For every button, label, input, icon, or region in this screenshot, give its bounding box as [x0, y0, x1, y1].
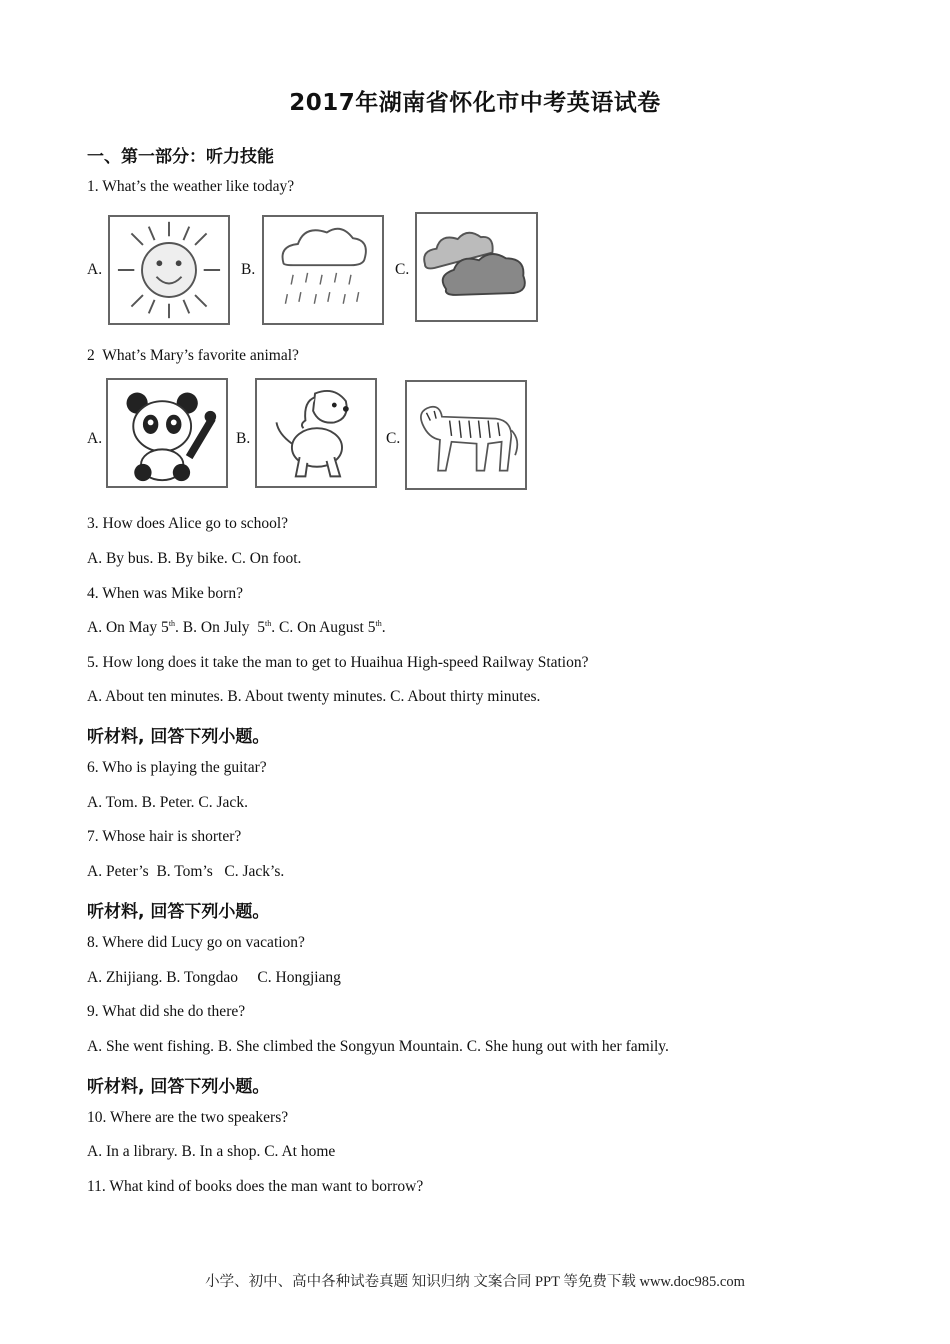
answer-5: A. About ten minutes. B. About twenty minutes. C. About thirty minutes. [87, 688, 541, 705]
question-9: 9. What did she do there? [87, 1003, 246, 1020]
question-8: 8. Where did Lucy go on vacation? [87, 934, 305, 951]
page-title: 2017年湖南省怀化市中考英语试卷 [289, 90, 661, 116]
q1-option-a-label: A. [87, 261, 103, 278]
sub-heading-2: 听材料, 回答下列小题。 [87, 902, 270, 922]
footer-text: 小学、初中、高中各种试卷真题 知识归纳 文案合同 PPT 等免费下载 www.doc985.com [205, 1274, 745, 1290]
q2-option-b-label: B. [236, 430, 251, 447]
dog-icon [255, 378, 377, 488]
sub-heading-3: 听材料, 回答下列小题。 [87, 1077, 270, 1097]
question-3: 3. How does Alice go to school? [87, 515, 289, 532]
tiger-icon [405, 380, 527, 490]
answer-9: A. She went fishing. B. She climbed the Songyun Mountain. C. She hung out with her family. [87, 1038, 669, 1055]
answer-4: A. On May 5th. B. On July 5th. C. On August 5th. [87, 619, 386, 636]
answer-10: A. In a library. B. In a shop. C. At home [87, 1143, 336, 1160]
sub-heading-1: 听材料, 回答下列小题。 [87, 727, 270, 747]
question-1: 1. What’s the weather like today? [87, 178, 295, 195]
sun-icon [108, 215, 230, 325]
question-10: 10. Where are the two speakers? [87, 1109, 289, 1126]
cloudy-icon [415, 212, 538, 322]
question-11: 11. What kind of books does the man want to borrow? [87, 1178, 424, 1195]
question-4: 4. When was Mike born? [87, 585, 243, 602]
section-heading: 一、第一部分：听力技能 [87, 147, 274, 167]
question-2: 2 What’s Mary’s favorite animal? [87, 347, 299, 364]
rain-cloud-icon [262, 215, 384, 325]
q1-option-c-label: C. [395, 261, 410, 278]
answer-3: A. By bus. B. By bike. C. On foot. [87, 550, 302, 567]
answer-8: A. Zhijiang. B. Tongdao C. Hongjiang [87, 969, 341, 986]
question-6: 6. Who is playing the guitar? [87, 759, 267, 776]
answer-7: A. Peter’s B. Tom’s C. Jack’s. [87, 863, 285, 880]
q2-option-c-label: C. [386, 430, 401, 447]
question-5: 5. How long does it take the man to get to Huaihua High-speed Railway Station? [87, 654, 589, 671]
q2-option-a-label: A. [87, 430, 103, 447]
answer-6: A. Tom. B. Peter. C. Jack. [87, 794, 248, 811]
panda-icon [106, 378, 228, 488]
question-7: 7. Whose hair is shorter? [87, 828, 242, 845]
q1-option-b-label: B. [241, 261, 256, 278]
